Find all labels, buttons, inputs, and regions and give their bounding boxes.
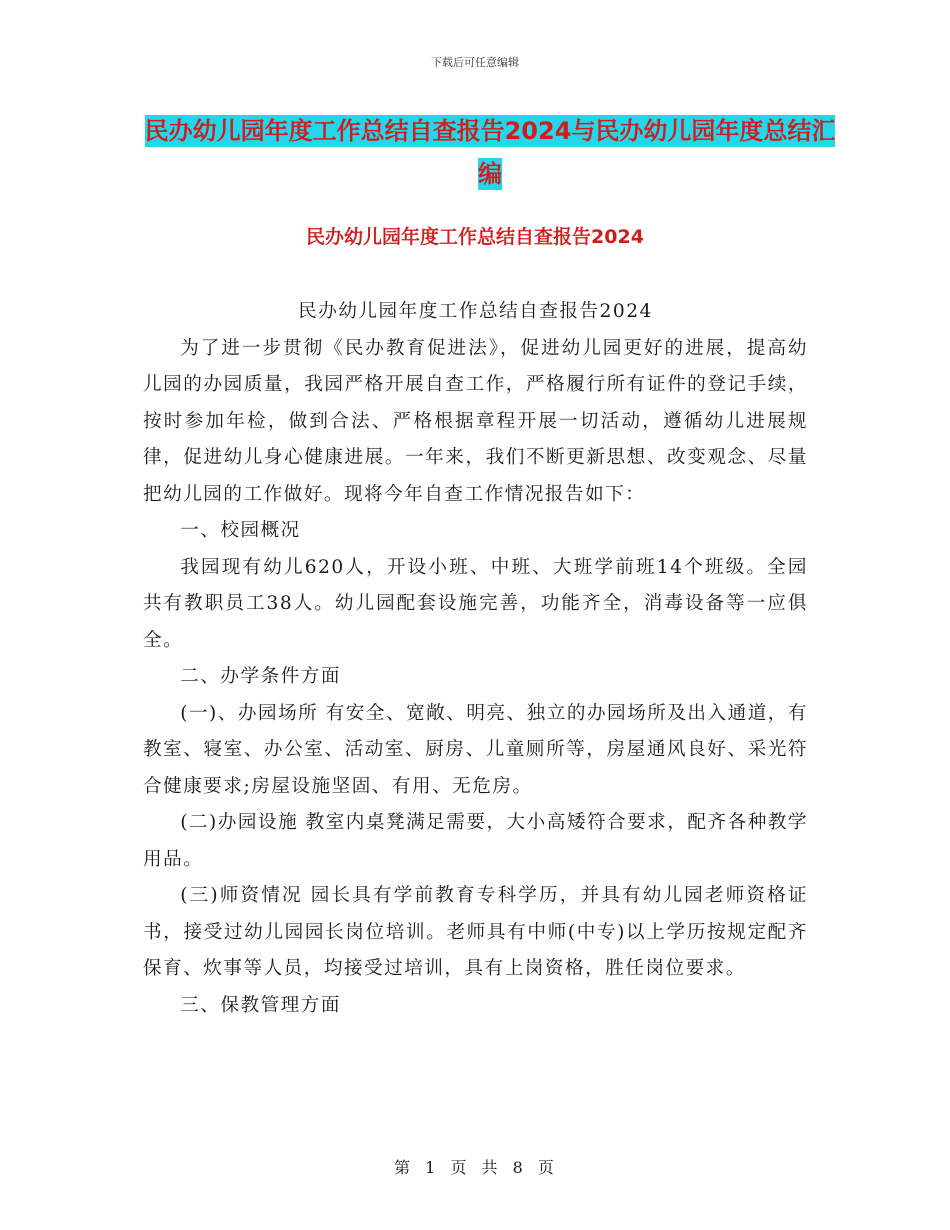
paragraph-premises: (一)、办园场所 有安全、宽敞、明亮、独立的办园场所及出入通道，有教室、寝室、办公室、活动室、厨房、儿童厕所等，房屋通风良好、采光符合健康要求;房屋设施坚固、有用、无危房。 xyxy=(143,702,808,797)
heading-school-conditions: 二、办学条件方面 xyxy=(180,666,341,687)
heading-campus-overview: 一、校园概况 xyxy=(180,520,301,541)
paragraph-staffing: (三)师资情况 园长具有学前教育专科学历，并具有幼儿园老师资格证书，接受过幼儿园园长岗位培训。老师具有中师(中专)以上学历按规定配齐保育、炊事等人员，均接受过培训，具有上岗资格，胜任岗位要求。 xyxy=(143,885,808,979)
paragraph-campus-overview: 我园现有幼儿620人，开设小班、中班、大班学前班14个班级。全园共有教职员工38人。幼儿园配套设施完善，功能齐全，消毒设备等一应俱全。 xyxy=(143,556,808,651)
main-title xyxy=(140,110,840,196)
paragraph-facilities: (二)办园设施 教室内桌凳满足需要，大小高矮符合要求，配齐各种教学用品。 xyxy=(143,812,808,870)
heading-care-education: 三、保教管理方面 xyxy=(180,994,341,1016)
document-body xyxy=(143,294,808,1024)
page-footer: 第 1 页 共 8 页 xyxy=(394,1158,556,1177)
section-title: 民办幼儿园年度工作总结自查报告2024 xyxy=(306,226,644,248)
document-subtitle: 民办幼儿园年度工作总结自查报告2024 xyxy=(298,301,653,322)
header-note: 下载后可任意编辑 xyxy=(431,56,519,69)
paragraph-intro: 为了进一步贯彻《民办教育促进法》，促进幼儿园更好的进展，提高幼儿园的办园质量，我园严格开展自查工作，严格履行所有证件的登记手续，按时参加年检，做到合法、严格根据章程开展一切活动，遵循幼儿进展规律，促进幼儿身心健康进展。一年来，我们不断更新思想、改变观念、尽量把幼儿园的工作做好。现将今年自查工作情况报告如下： xyxy=(143,337,808,505)
main-title-highlight: 民办幼儿园年度工作总结自查报告2024与民办幼儿园年度总结汇编 xyxy=(144,117,836,188)
